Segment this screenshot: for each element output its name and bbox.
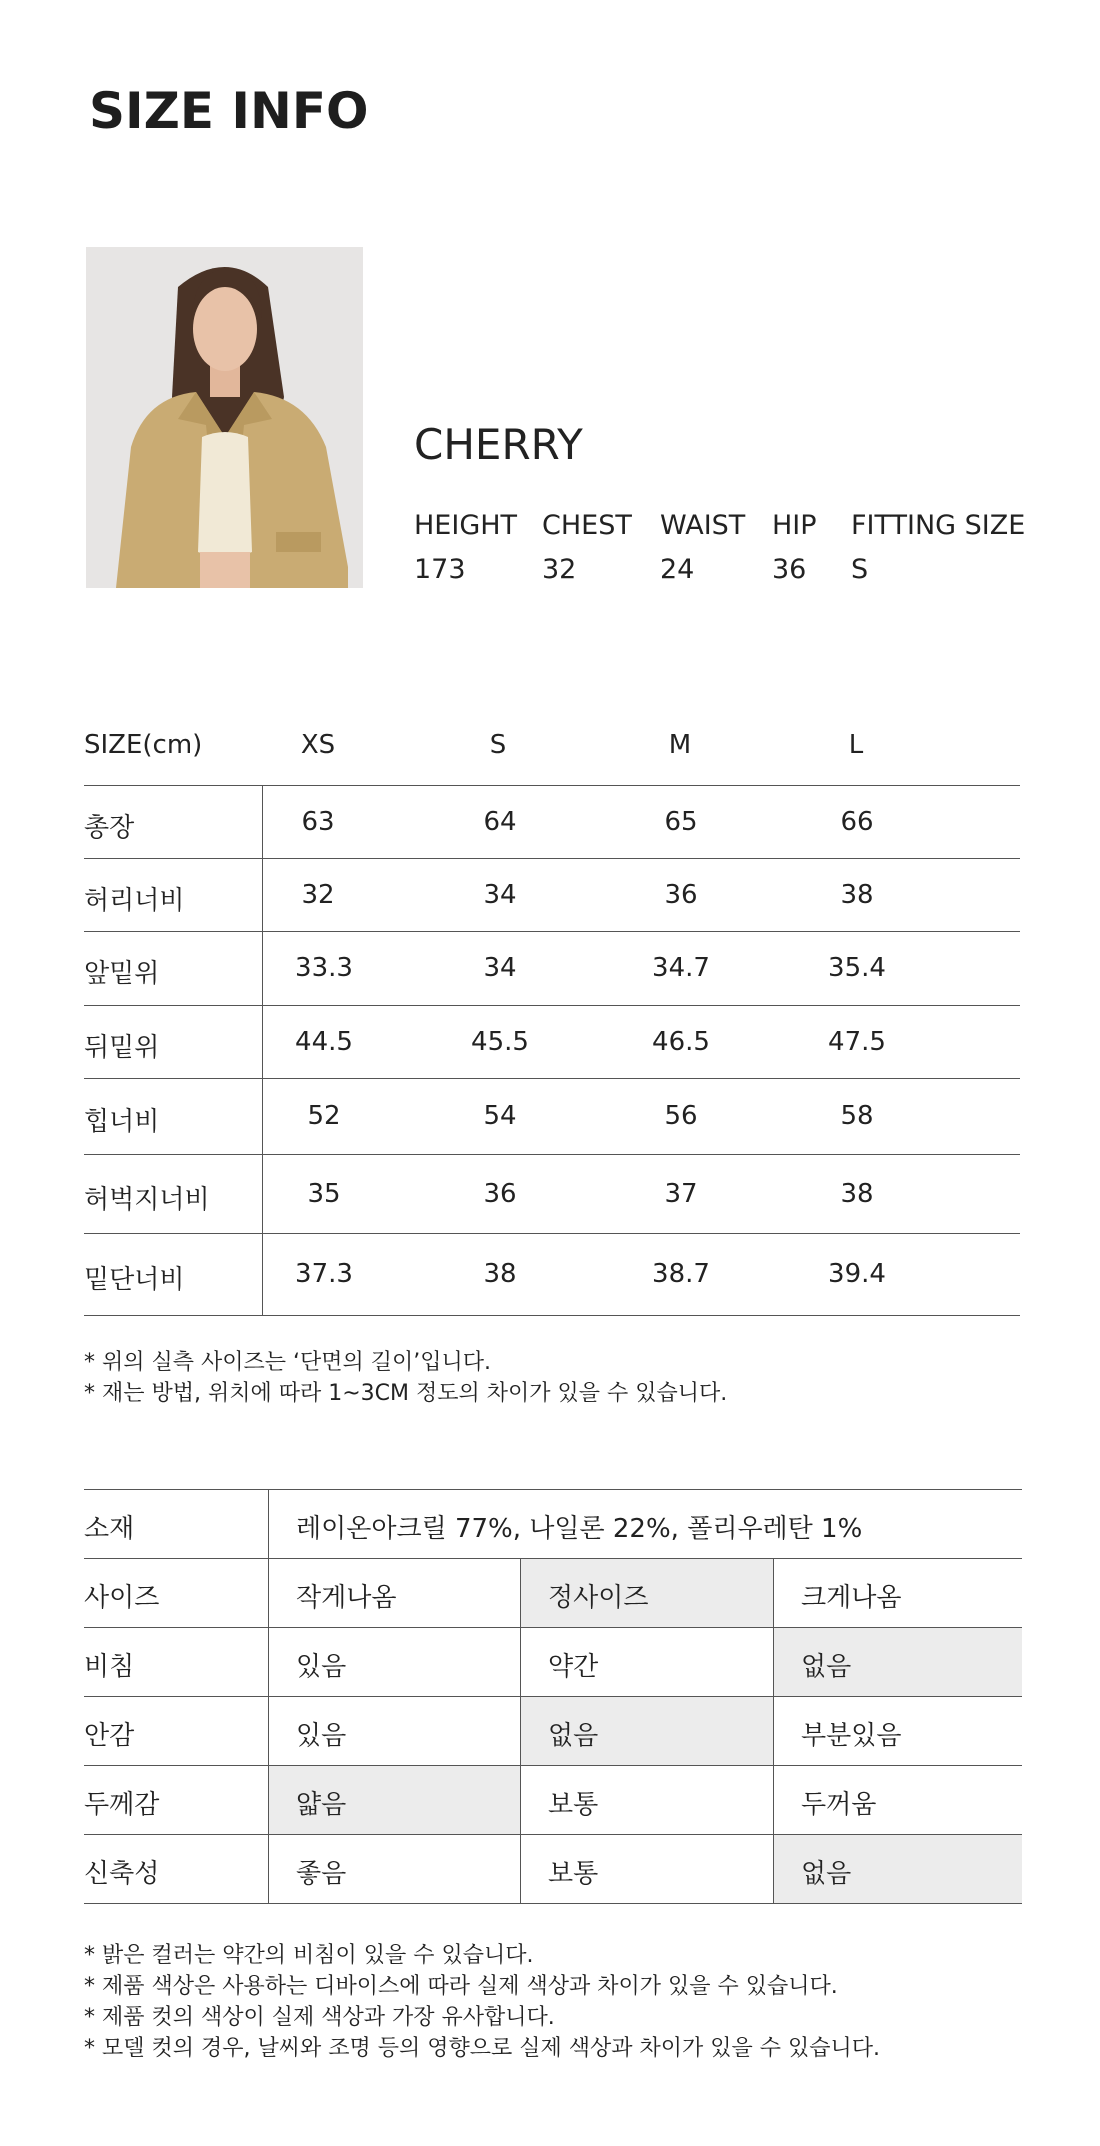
- size-table-header: SIZE(cm): [84, 730, 203, 760]
- fabric-option: 작게나옴: [296, 1583, 397, 1613]
- divider: [84, 785, 1020, 786]
- table-cell: 65: [664, 807, 698, 837]
- fabric-option-selected: 얇음: [296, 1790, 347, 1820]
- table-cell: 47.5: [828, 1027, 886, 1057]
- fabric-option-selected: 없음: [801, 1652, 852, 1682]
- model-stat-height: [414, 510, 517, 585]
- divider: [84, 1903, 1022, 1904]
- fabric-label-size: 사이즈: [84, 1583, 160, 1613]
- row-label-thigh-width: 허벅지너비: [84, 1185, 210, 1215]
- divider: [84, 1078, 1020, 1079]
- row-label-waist-width: 허리너비: [84, 886, 185, 916]
- fabric-label-lining: 안감: [84, 1721, 135, 1751]
- fabric-label-thickness: 두께감: [84, 1790, 160, 1820]
- page-title: SIZE INFO: [89, 82, 369, 140]
- divider: [84, 1627, 1022, 1628]
- size-note: * 위의 실측 사이즈는 ‘단면의 길이’입니다.: [84, 1350, 491, 1375]
- table-cell: 66: [840, 807, 874, 837]
- table-cell: 63: [301, 807, 335, 837]
- model-illustration: [86, 247, 363, 588]
- fabric-option: 보통: [548, 1859, 599, 1889]
- fabric-option: 약간: [548, 1652, 599, 1682]
- divider: [84, 1765, 1022, 1766]
- table-cell: 36: [664, 880, 698, 910]
- stat-label: HEIGHT: [414, 510, 518, 541]
- size-column-s: S: [489, 730, 507, 760]
- size-table: [84, 730, 1020, 1316]
- fabric-note: * 제품 컷의 색상이 실제 색상과 가장 유사합니다.: [84, 2005, 555, 2030]
- model-stat-fitting-size: [851, 510, 1025, 585]
- model-stat-chest: [542, 510, 632, 585]
- divider: [84, 1696, 1022, 1697]
- table-cell: 37.3: [295, 1259, 353, 1289]
- fabric-option: 좋음: [296, 1859, 347, 1889]
- table-cell: 34: [483, 953, 517, 983]
- divider: [84, 1154, 1020, 1155]
- row-label-hem-width: 밑단너비: [84, 1265, 185, 1295]
- fabric-option-selected: 정사이즈: [548, 1583, 649, 1613]
- divider: [84, 1233, 1020, 1234]
- fabric-table: [84, 1489, 1022, 1903]
- table-cell: 35.4: [828, 953, 886, 983]
- size-column-m: M: [668, 730, 692, 760]
- fabric-option-selected: 없음: [801, 1859, 852, 1889]
- stat-value: 36: [772, 554, 807, 585]
- table-cell: 38.7: [652, 1259, 710, 1289]
- fabric-note: * 모델 컷의 경우, 날씨와 조명 등의 영향으로 실제 색상과 차이가 있을 수 있습니다.: [84, 2036, 880, 2061]
- table-cell: 33.3: [295, 953, 353, 983]
- table-cell: 52: [307, 1101, 341, 1131]
- size-column-l: L: [848, 730, 864, 760]
- fabric-label-sheerness: 비침: [84, 1652, 135, 1682]
- stat-value: 24: [660, 554, 695, 585]
- divider: [773, 1558, 774, 1903]
- stat-value: 173: [414, 554, 466, 585]
- table-cell: 58: [840, 1101, 874, 1131]
- size-note: * 재는 방법, 위치에 따라 1~3CM 정도의 차이가 있을 수 있습니다.: [84, 1381, 728, 1406]
- table-cell: 37: [664, 1179, 698, 1209]
- divider: [84, 1834, 1022, 1835]
- table-cell: 38: [840, 880, 874, 910]
- fabric-label-stretch: 신축성: [84, 1859, 160, 1889]
- fabric-label-material: 소재: [84, 1514, 135, 1544]
- fabric-note: * 밝은 컬러는 약간의 비침이 있을 수 있습니다.: [84, 1943, 534, 1968]
- model-name: CHERRY: [414, 420, 583, 469]
- table-cell: 36: [483, 1179, 517, 1209]
- fabric-option: 있음: [296, 1652, 347, 1682]
- row-label-back-rise: 뒤밑위: [84, 1033, 160, 1063]
- table-cell: 35: [307, 1179, 341, 1209]
- fabric-option: 있음: [296, 1721, 347, 1751]
- fabric-option: 두꺼움: [801, 1790, 877, 1820]
- table-cell: 39.4: [828, 1259, 886, 1289]
- table-cell: 44.5: [295, 1027, 353, 1057]
- divider: [84, 858, 1020, 859]
- table-cell: 38: [483, 1259, 517, 1289]
- stat-value: 32: [542, 554, 577, 585]
- divider: [84, 931, 1020, 932]
- stat-label: WAIST: [660, 510, 746, 541]
- table-cell: 56: [664, 1101, 698, 1131]
- fabric-option-selected: 없음: [548, 1721, 599, 1751]
- fabric-option: 보통: [548, 1790, 599, 1820]
- row-label-length: 총장: [84, 813, 135, 843]
- fabric-option: 크게나옴: [801, 1583, 902, 1613]
- table-cell: 45.5: [471, 1027, 529, 1057]
- stat-value: S: [851, 554, 869, 585]
- divider: [84, 1558, 1022, 1559]
- row-label-front-rise: 앞밑위: [84, 959, 160, 989]
- table-cell: 64: [483, 807, 517, 837]
- table-cell: 54: [483, 1101, 517, 1131]
- divider: [520, 1558, 521, 1903]
- size-column-xs: XS: [300, 730, 336, 760]
- table-cell: 32: [301, 880, 335, 910]
- row-label-hip-width: 힙너비: [84, 1107, 160, 1137]
- table-cell: 34.7: [652, 953, 710, 983]
- model-stat-waist: [660, 510, 745, 585]
- stat-label: CHEST: [542, 510, 632, 541]
- stat-label: HIP: [772, 510, 817, 541]
- divider: [84, 1315, 1020, 1316]
- model-stat-hip: [772, 510, 817, 585]
- divider: [84, 1005, 1020, 1006]
- fabric-option: 부분있음: [801, 1721, 902, 1751]
- divider: [262, 785, 263, 1316]
- model-photo: [86, 247, 363, 588]
- table-cell: 34: [483, 880, 517, 910]
- fabric-note: * 제품 색상은 사용하는 디바이스에 따라 실제 색상과 차이가 있을 수 있습니다.: [84, 1974, 838, 1999]
- table-cell: 38: [840, 1179, 874, 1209]
- divider: [84, 1489, 1022, 1490]
- table-cell: 46.5: [652, 1027, 710, 1057]
- fabric-material-value: 레이온아크릴 77%, 나일론 22%, 폴리우레탄 1%: [296, 1514, 863, 1544]
- stat-label: FITTING SIZE: [851, 510, 1026, 541]
- divider: [268, 1489, 269, 1903]
